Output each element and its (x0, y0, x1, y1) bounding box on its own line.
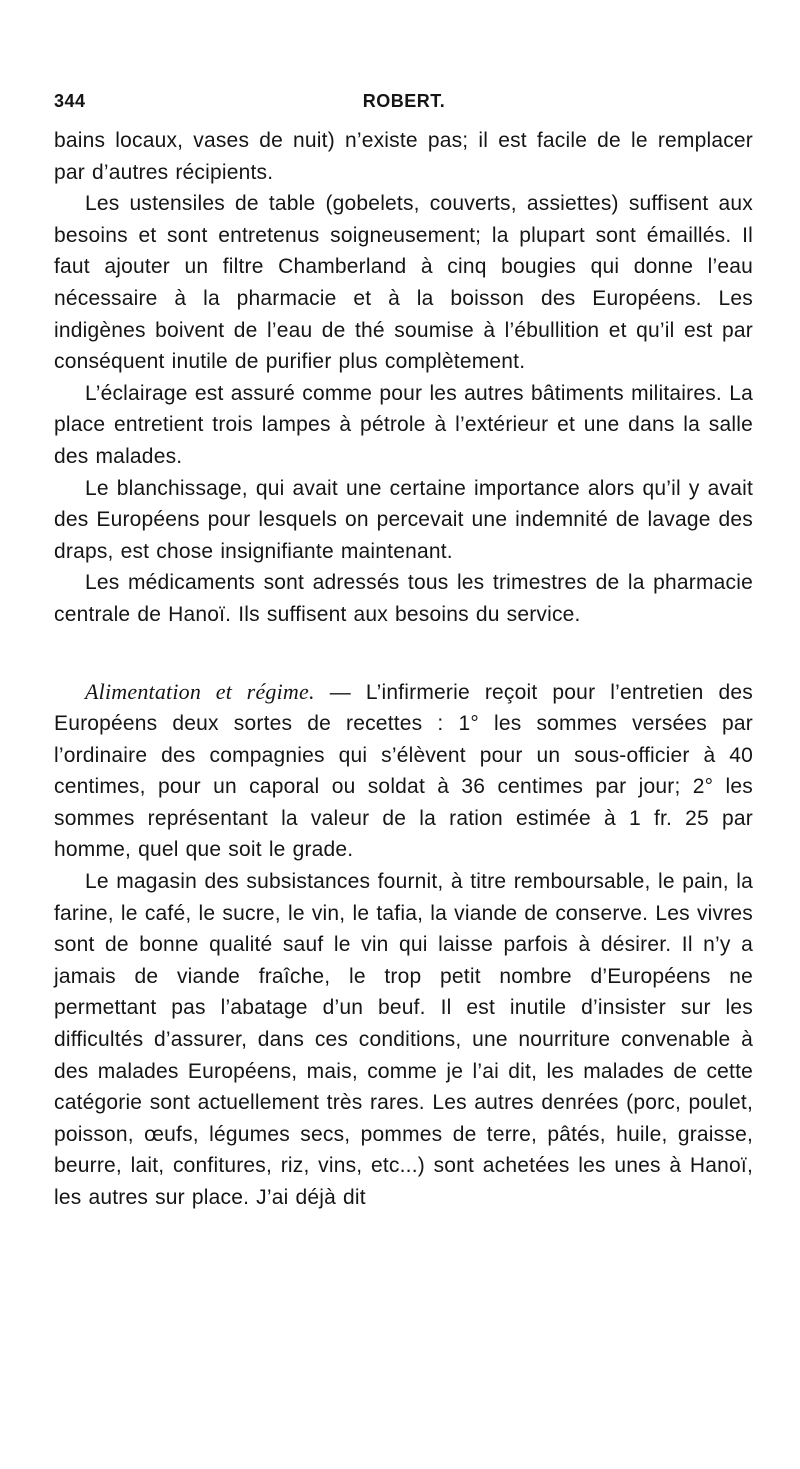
body-text (54, 125, 753, 1214)
paragraph-laundry: Le blanchissage, qui avait une certaine importance alors qu’il y avait des Européens pour lesquels on percevait une indemnité de lavage des draps, est chose insignifiante maintenant. (54, 476, 753, 563)
paragraph-lighting: L’éclairage est assuré comme pour les autres bâtiments militaires. La place entretient trois lampes à pétrole à l’extérieur et une dans la salle des malades. (54, 381, 753, 468)
paragraph-medicines: Les médicaments sont adressés tous les trimestres de la pharmacie centrale de Hanoï. Ils suffisent aux besoins du service. (54, 571, 753, 626)
paragraph-table-utensils: Les ustensiles de table (gobelets, couverts, assiettes) suffisent aux besoins et sont entretenus soigneusement; la plupart sont émaillés. Il faut ajouter un filtre Chamberland à cinq bougies qui donne l’eau nécessaire à la pharmacie et à la boisson des Européens. Les indigènes boivent de l’eau de thé soumise à l’ébullition et qu’il est par conséquent inutile de purifier plus complètement. (54, 192, 753, 374)
section-title: Alimentation et régime. (85, 678, 315, 704)
paragraph-alimentation (54, 676, 753, 867)
page-header (54, 86, 754, 116)
running-head: ROBERT. (362, 91, 446, 111)
paragraph-alimentation-text: — L’infirmerie reçoit pour l’entretien des Européens deux sortes de recettes : 1° les sommes versées par l’ordinaire des compagnies qui s’élèvent pour un sous-officier à 40 centimes, pour un caporal ou soldat à 36 centimes par jour; 2° les sommes représentant la valeur de la ration estimée à 1 fr. 25 par homme, quel que soit le grade. (54, 680, 753, 862)
paragraph-supplies: Le magasin des subsistances fournit, à titre remboursable, le pain, la farine, le café, le sucre, le vin, le tafia, la viande de conserve. Les vivres sont de bonne qualité sauf le vin qui laisse parfois à désirer. Il n’y a jamais de viande fraîche, le trop petit nombre d’Européens ne permettant pas l’abatage d’un beuf. Il est inutile d’insister sur les difficultés d’assurer, dans ces conditions, une nourriture convenable à des malades Européens, mais, comme je l’ai dit, les malades de cette catégorie sont actuellement très rares. Les autres denrées (porc, poulet, poisson, œufs, légumes secs, pommes de terre, pâtés, huile, graisse, beurre, lait, confitures, riz, vins, etc...) sont achetées les unes à Hanoï, les autres sur place. J’ai déjà dit (54, 870, 753, 1209)
paragraph-continuation: bains locaux, vases de nuit) n’existe pas; il est facile de le remplacer par d’autres récipients. (54, 129, 753, 184)
page-number: 344 (54, 91, 86, 111)
